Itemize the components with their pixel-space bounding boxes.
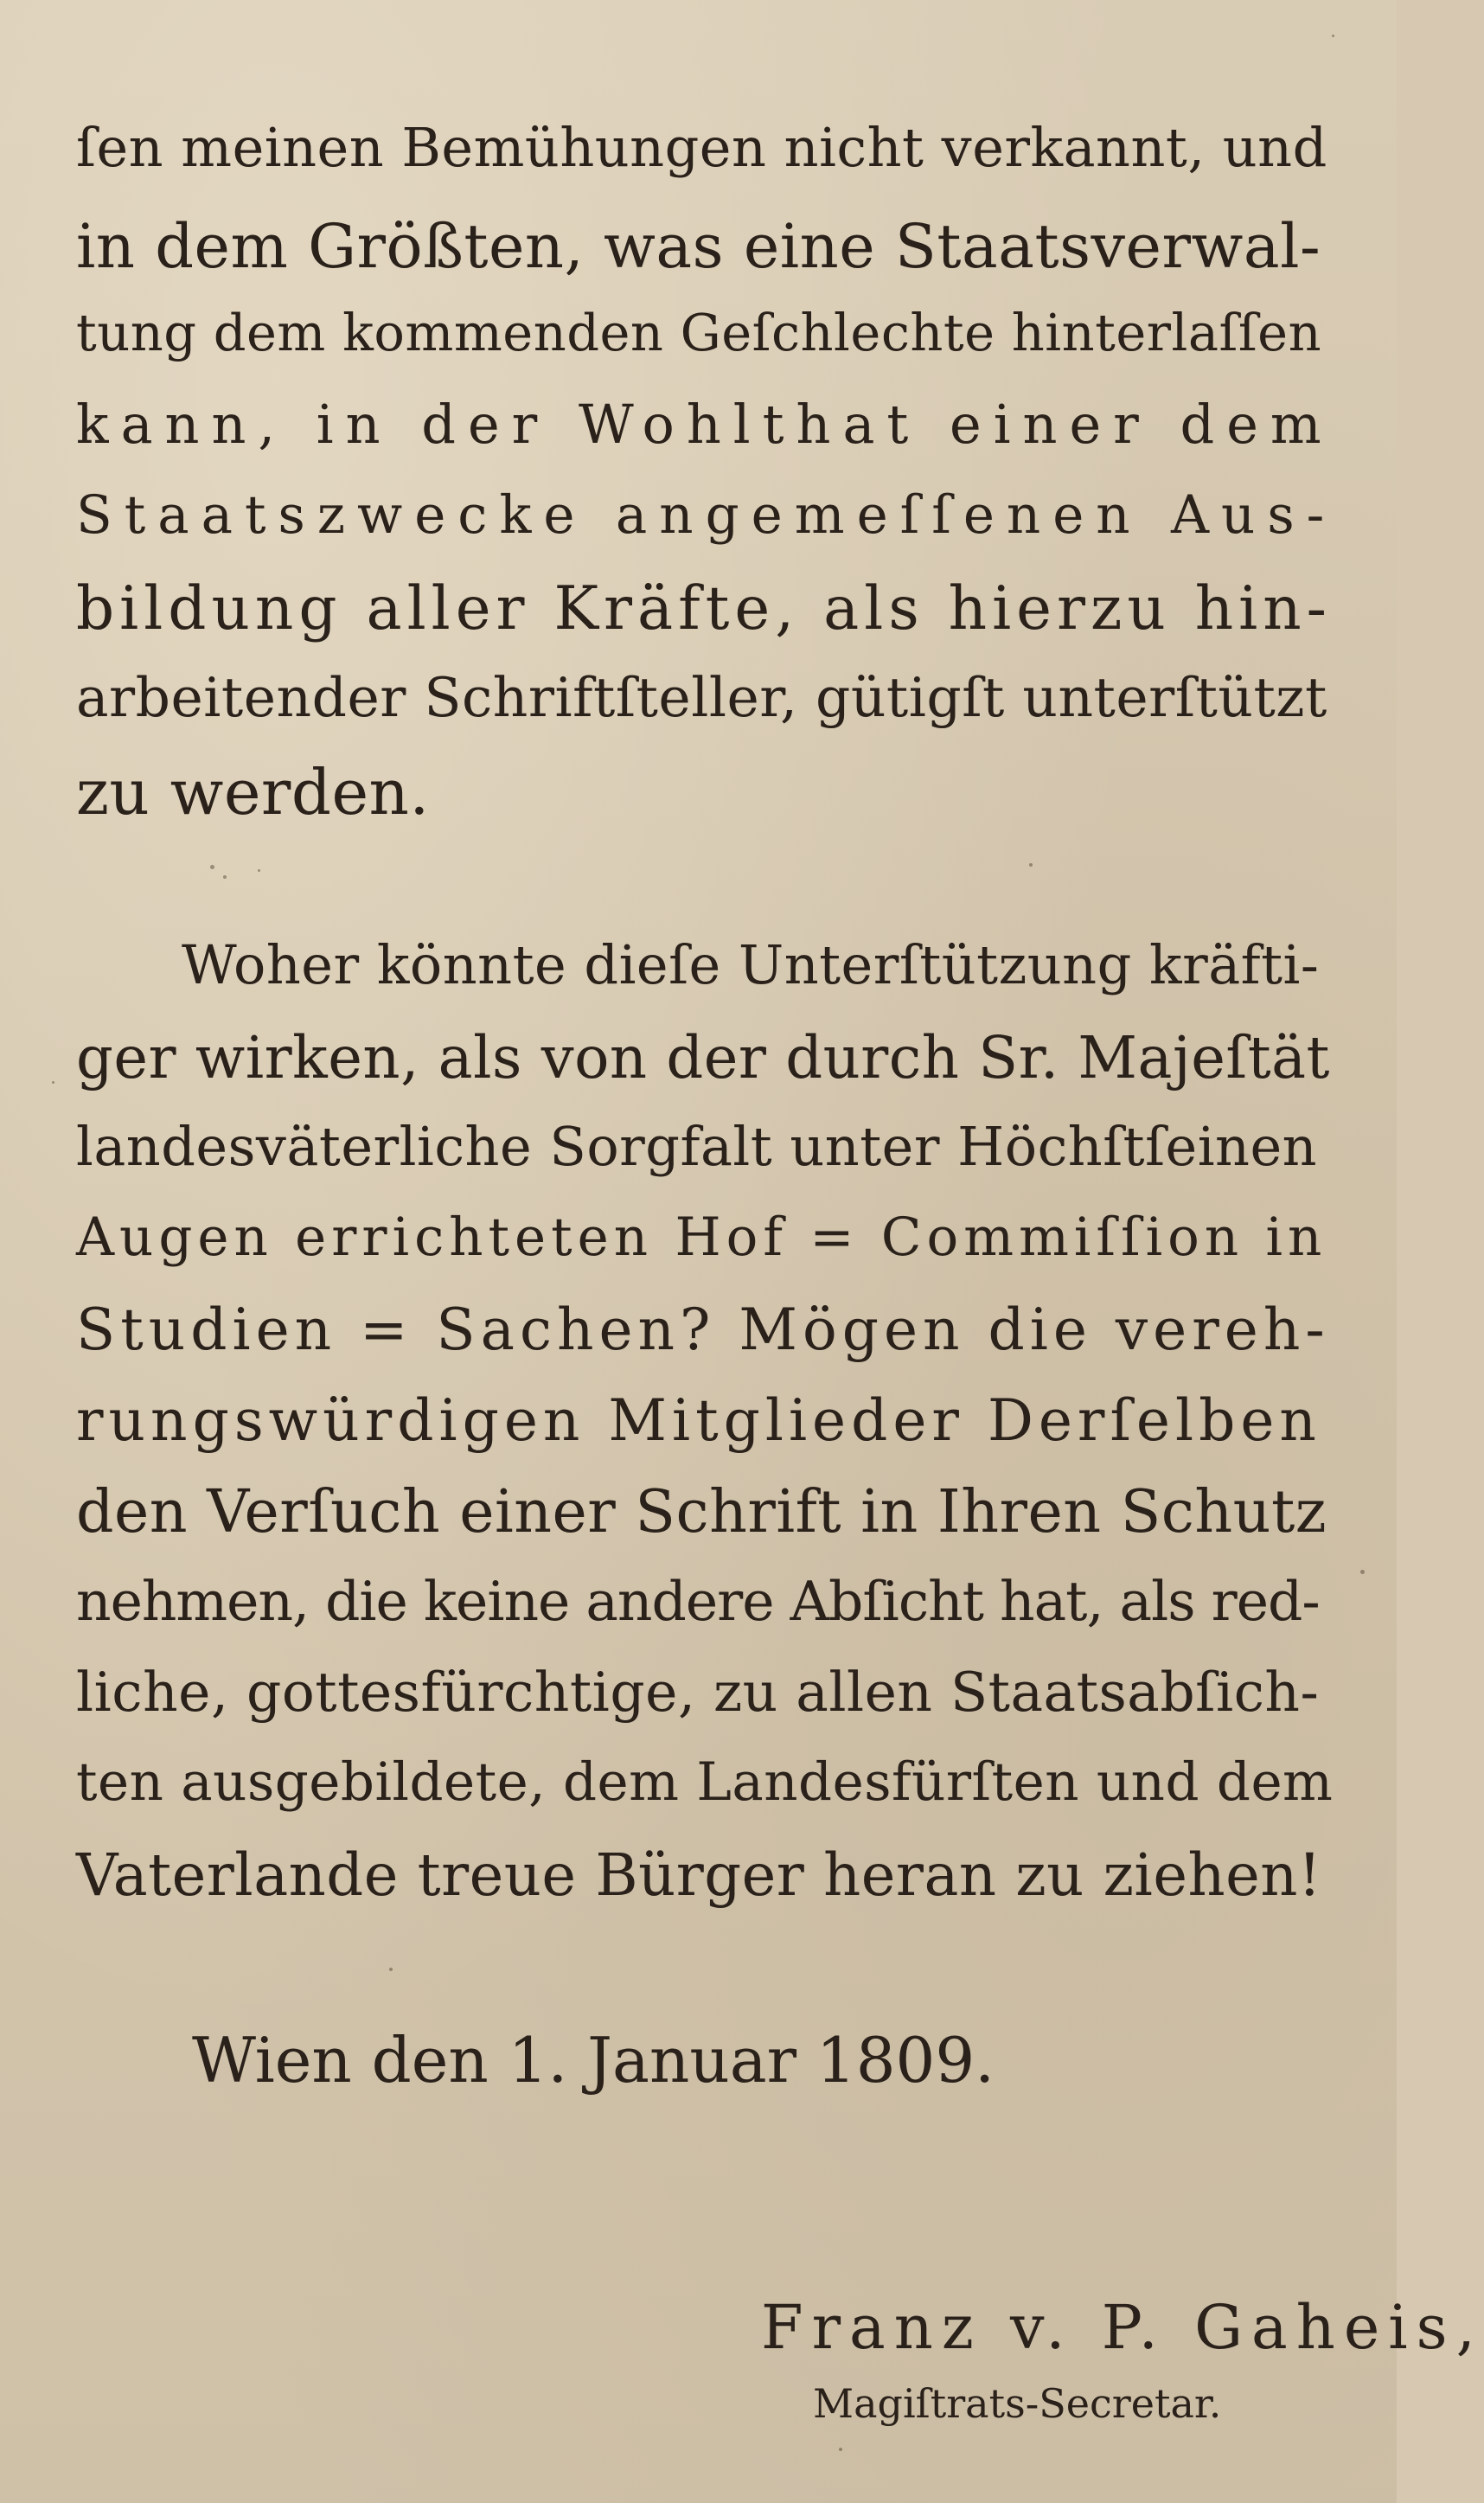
date-line: Wien den 1. Januar 1809. xyxy=(192,2024,995,2097)
paragraph1-line: bildung aller Kräfte, als hierzu hin- xyxy=(76,574,1332,643)
paragraph2-line: Woher könnte dieſe Unterſtützung kräfti- xyxy=(182,933,1320,996)
paragraph2-line: nehmen, die keine andere Abſicht hat, als red- xyxy=(76,1570,1320,1633)
paragraph1-line: kann, in der Wohlthat einer dem xyxy=(76,393,1334,456)
paragraph1-line: in dem Größten, was eine Staatsverwal- xyxy=(76,211,1321,282)
paper-speck xyxy=(258,869,260,872)
paper-speck xyxy=(223,875,227,879)
paragraph2-line: den Verſuch einer Schrift in Ihren Schutz xyxy=(76,1478,1327,1546)
paper-speck xyxy=(389,1968,393,1971)
paper-speck xyxy=(839,2448,842,2451)
paragraph2-line: liche, gottesfürchtige, zu allen Staatsabſich- xyxy=(76,1661,1320,1724)
paragraph2-line: Augen errichteten Hof = Commiſſion in xyxy=(76,1207,1327,1268)
paragraph1-line: arbeitender Schriftſteller, gütigſt unterſtützt xyxy=(76,666,1327,729)
signature-title: Magiſtrats-Secretar. xyxy=(813,2380,1222,2427)
paragraph1-line: zu werden. xyxy=(76,756,430,829)
paragraph1-line: ſen meinen Bemühungen nicht verkannt, und xyxy=(76,116,1327,179)
paragraph1-line: tung dem kommenden Geſchlechte hinterlaſſen xyxy=(76,303,1322,362)
paragraph2-line: ten ausgebildete, dem Landesfürſten und dem xyxy=(76,1751,1334,1813)
paragraph2-line: ger wirken, als von der durch Sr. Majeſtät xyxy=(76,1024,1330,1091)
paper-speck xyxy=(1360,1570,1365,1574)
paper-speck xyxy=(1332,35,1334,37)
paragraph2-line: landesväterliche Sorgfalt unter Höchſtſeinen xyxy=(76,1115,1318,1178)
paragraph2-line: Vaterlande treue Bürger heran zu ziehen! xyxy=(76,1841,1322,1909)
paragraph1-line: Staatszwecke angemeſſenen Aus- xyxy=(76,484,1337,546)
paper-speck xyxy=(1029,863,1033,867)
paper-speck xyxy=(210,865,214,869)
signature: Franz v. P. Gaheis, xyxy=(761,2292,1484,2363)
paragraph2-line: rungswürdigen Mitglieder Derſelben xyxy=(76,1387,1321,1454)
paper-speck xyxy=(52,1081,54,1084)
paragraph2-line: Studien = Sachen? Mögen die vereh- xyxy=(76,1296,1330,1363)
